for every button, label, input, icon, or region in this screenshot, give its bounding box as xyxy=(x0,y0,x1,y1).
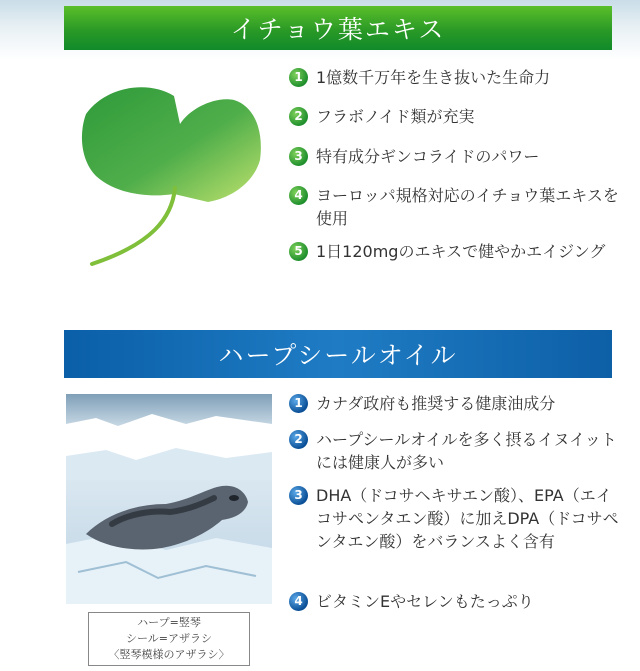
harp-seal-feature-list xyxy=(289,392,619,613)
caption-line: ハープ=竪琴 xyxy=(137,616,201,629)
photo-caption xyxy=(88,612,250,666)
section-title-harp-seal-text: ハープシールオイル xyxy=(218,341,458,370)
number-badge: 4 xyxy=(289,186,308,205)
section-title-ginkgo-text: イチョウ葉エキス xyxy=(230,15,446,44)
number-badge: 1 xyxy=(289,68,308,87)
list-item xyxy=(289,184,619,230)
list-item xyxy=(289,66,619,89)
list-item-text: ヨーロッパ規格対応のイチョウ葉エキスを使用 xyxy=(316,186,619,228)
number-badge: 3 xyxy=(289,147,308,166)
list-item-text: 特有成分ギンコライドのパワー xyxy=(316,147,540,166)
number-badge: 5 xyxy=(289,242,308,261)
list-item xyxy=(289,484,619,576)
number-badge: 3 xyxy=(289,486,308,505)
ginkgo-leaf-image xyxy=(78,78,268,270)
list-item-text: ハープシールオイルを多く摂るイヌイットには健康人が多い xyxy=(316,430,617,472)
caption-line: 〈竪琴模様のアザラシ〉 xyxy=(108,648,230,661)
list-item-text: DHA（ドコサヘキサエン酸）、EPA（エイコサペンタエン酸）に加えDPA（ドコサペンタエン酸）をバランスよく含有 xyxy=(316,486,619,551)
list-item xyxy=(289,590,619,613)
list-item xyxy=(289,105,619,128)
list-item xyxy=(289,392,619,415)
list-item-text: 1億数千万年を生き抜いた生命力 xyxy=(316,68,551,87)
list-item-text: 1日120mgのエキスで健やかエイジング xyxy=(316,242,606,261)
list-item-text: カナダ政府も推奨する健康油成分 xyxy=(316,394,556,413)
section-title-harp-seal xyxy=(64,330,612,378)
list-item xyxy=(289,240,619,286)
list-item-text: フラボノイド類が充実 xyxy=(316,107,475,126)
number-badge: 2 xyxy=(289,430,308,449)
ginkgo-feature-list xyxy=(289,66,619,286)
caption-line: シール=アザラシ xyxy=(126,632,212,645)
list-item xyxy=(289,145,619,168)
list-item-text: ビタミンEやセレンもたっぷり xyxy=(316,592,534,611)
number-badge: 4 xyxy=(289,592,308,611)
list-item xyxy=(289,428,619,474)
number-badge: 1 xyxy=(289,394,308,413)
section-title-ginkgo xyxy=(64,6,612,50)
number-badge: 2 xyxy=(289,107,308,126)
harp-seal-photo xyxy=(66,394,272,604)
